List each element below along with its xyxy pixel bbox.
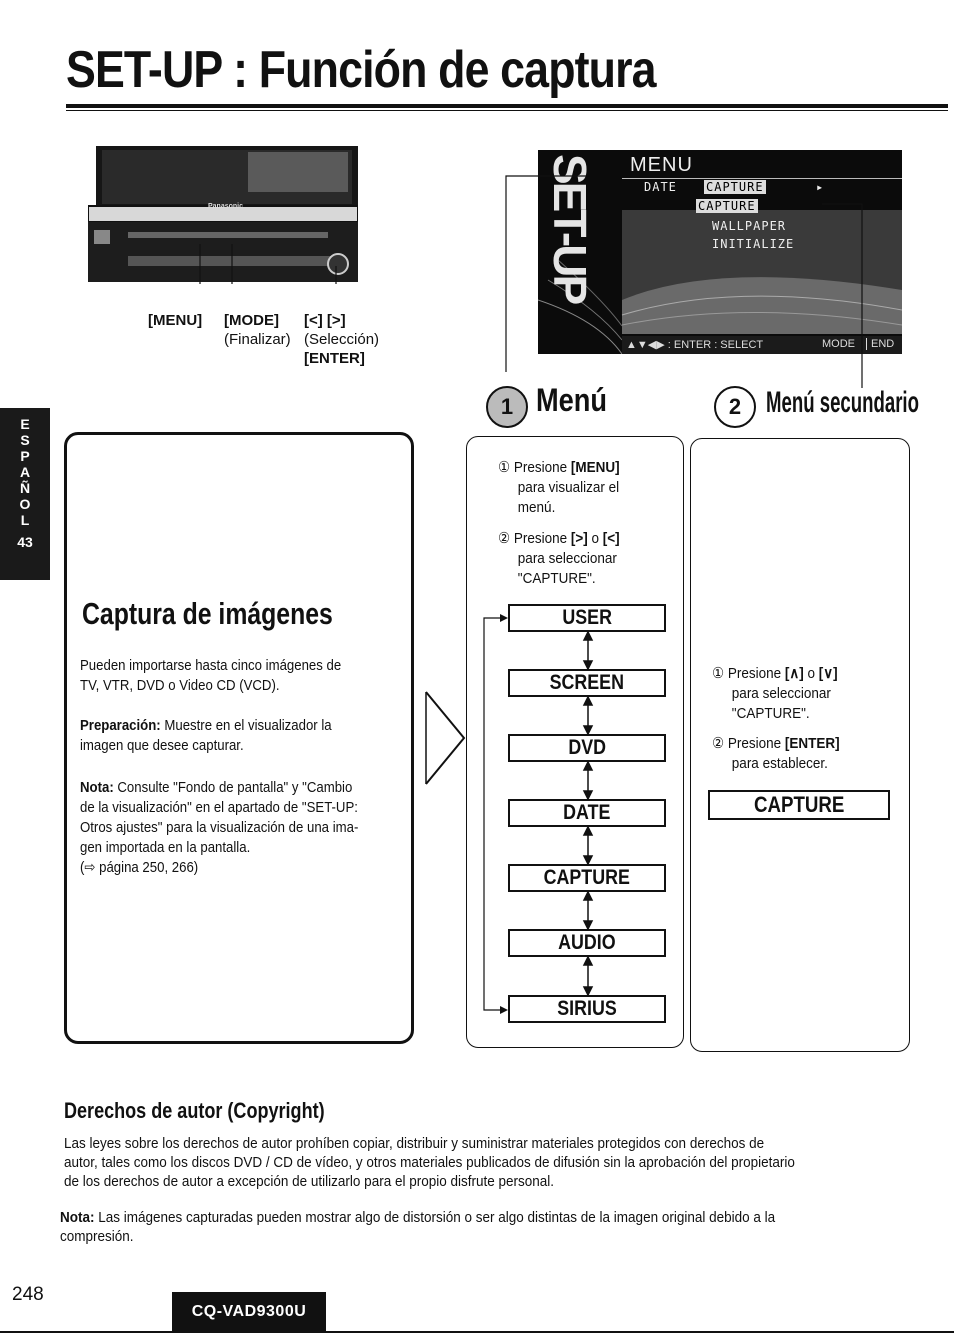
callout-lines [500,160,870,390]
screen-sub-wallpaper: WALLPAPER [712,219,787,233]
intro-paragraph: Pueden importarse hasta cinco imágenes de TV, VTR, DVD o Video CD (VCD). [80,657,342,694]
menu-step-2: ② Presione [>] o [<] para seleccionar "CAPTURE". [498,530,620,587]
setup-vertical-text: SET-UP [544,154,596,303]
step-2-badge: 2 [714,386,756,428]
screen-row-capture-highlight: CAPTURE [706,180,764,194]
head-unit-illustration [88,144,358,284]
screen-status-mode: MODE [822,338,855,350]
label-mode-sub: (Finalizar) [224,331,291,348]
menu-item-dvd: DVD [508,734,666,762]
note-paragraph: Nota: Consulte "Fondo de pantalla" y "Cambio de la visualización" en el apartado de "SET-UP: Otros ajustes" para la visualización de una ima- gen importada en la pantalla. (⇨ página 250, 266) [80,779,359,876]
title-rule [66,104,948,108]
screen-status-hint: ▲▼◀▶ : ENTER : SELECT [626,339,764,351]
language-side-tab [0,408,50,580]
menu-item-sirius: SIRIUS [508,995,666,1023]
side-tab-number: 43 [17,534,33,550]
screen-menu-title: MENU [630,154,693,176]
menu-step-1: ① Presione [MENU] para visualizar el menú. [498,459,620,516]
menu-item-screen: SCREEN [508,669,666,697]
brand-logo: Panasonic [208,203,244,210]
menu-item-date: DATE [508,799,666,827]
captura-title: Captura de imágenes [82,596,333,631]
screen-sub-initialize: INITIALIZE [712,237,795,251]
menu-item-audio: AUDIO [508,929,666,957]
screen-sub-capture: CAPTURE [698,199,756,213]
copyright-heading: Derechos de autor (Copyright) [64,1098,325,1123]
screen-row-arrow-icon: ▸ [816,180,825,194]
screen-status-end: END [866,338,894,350]
label-select-buttons: [<] [>] [304,312,346,329]
page-number: 248 [12,1284,44,1305]
submenu-capture-item: CAPTURE [708,790,890,820]
page-title: SET-UP : Función de captura [66,41,656,99]
label-menu-button: [MENU] [148,312,203,329]
menu-heading: Menú [536,382,608,418]
submenu-heading: Menú secundario [766,386,919,419]
title-rule-thin [66,110,948,111]
screen-row-date: DATE [644,180,677,194]
model-badge: CQ-VAD9300U [172,1292,326,1332]
flow-arrow-icon [424,690,468,786]
submenu-step-1: ① Presione [∧] o [∨] para seleccionar "CAPTURE". [712,665,838,722]
copyright-note: Nota: Las imágenes capturadas pueden mostrar algo de distorsión o ser algo distintas de la imagen original debido a la compresión. [60,1209,776,1245]
menu-item-user: USER [508,604,666,632]
preparation-paragraph: Preparación: Muestre en el visualizador la imagen que desee capturar. [80,717,332,754]
step-1-badge: 1 [486,386,528,428]
menu-item-capture: CAPTURE [508,864,666,892]
label-mode-button: [MODE] [224,312,279,329]
side-tab-letters: E S P A Ñ O L [19,416,31,528]
submenu-step-2: ② Presione [ENTER] para establecer. [712,735,840,772]
label-enter-button: [ENTER] [304,350,365,367]
label-select-sub: (Selección) [304,331,380,348]
copyright-paragraph: Las leyes sobre los derechos de autor prohíben copiar, distribuir y suministrar materiales protegidos con derechos de autor, tales como los discos DVD / CD de vídeo, y otros materiales publicados de difusión sin la aprobación del propietario de los derechos de autor a excepción de utilizarlo para el propio disfrute personal. [64,1135,795,1190]
menu-flow-connectors [478,610,608,1020]
